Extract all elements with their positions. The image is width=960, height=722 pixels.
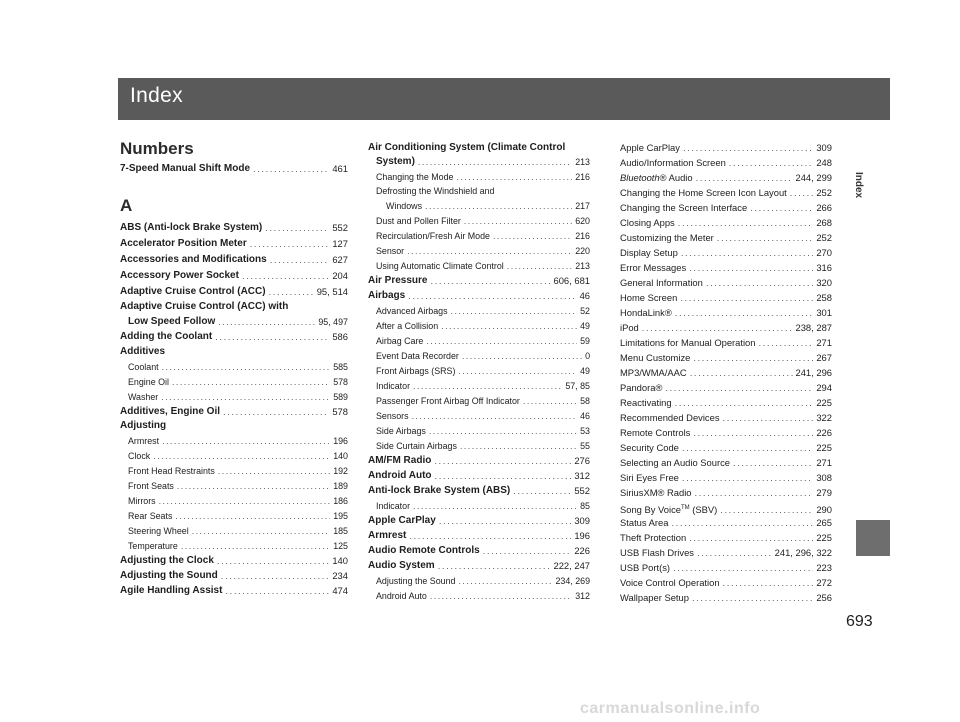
index-entry[interactable]: AM/FM Radio . . . 276 bbox=[368, 455, 590, 467]
index-subentry[interactable]: Customizing the Meter . . . 252 bbox=[620, 232, 832, 244]
index-subentry[interactable]: Limitations for Manual Operation . . . 271 bbox=[620, 337, 832, 349]
index-subentry[interactable]: Audio/Information Screen . . . 248 bbox=[620, 157, 832, 169]
section-heading-numbers: Numbers bbox=[120, 139, 194, 158]
index-heading: Air Conditioning System (Climate Control bbox=[368, 142, 566, 153]
index-subentry[interactable]: Song By Voice™ (SBV) . . . 290 bbox=[620, 502, 832, 516]
page-header bbox=[118, 78, 890, 120]
index-subentry[interactable]: Indicator . . . 57, 85 bbox=[368, 380, 590, 392]
index-entry[interactable]: Airbags . . . 46 bbox=[368, 290, 590, 302]
index-entry[interactable]: ABS (Anti-lock Brake System) . . . 552 bbox=[120, 222, 348, 234]
index-entry[interactable]: Adaptive Cruise Control (ACC) . . . 95, 514 bbox=[120, 286, 348, 298]
index-entry[interactable]: Agile Handling Assist . . . 474 bbox=[120, 585, 348, 597]
index-entry[interactable]: Accelerator Position Meter . . . 127 bbox=[120, 238, 348, 250]
index-entry[interactable]: Low Speed Follow . . . 95, 497 bbox=[120, 316, 348, 328]
index-entry[interactable]: Adding the Coolant . . . 586 bbox=[120, 331, 348, 343]
index-subentry[interactable]: Side Curtain Airbags . . . 55 bbox=[368, 440, 590, 452]
index-subentry[interactable]: Sensor . . . 220 bbox=[368, 245, 590, 257]
index-subentry[interactable]: Reactivating . . . 225 bbox=[620, 397, 832, 409]
index-subentry[interactable]: USB Flash Drives . . . 241, 296, 322 bbox=[620, 547, 832, 559]
section-heading-a: A bbox=[120, 196, 133, 215]
index-subentry[interactable]: Recirculation/Fresh Air Mode . . . 216 bbox=[368, 230, 590, 242]
index-subentry[interactable]: Windows . . . 217 bbox=[368, 200, 590, 212]
index-subentry[interactable]: Menu Customize . . . 267 bbox=[620, 352, 832, 364]
index-subentry[interactable]: Passenger Front Airbag Off Indicator . . . 58 bbox=[368, 395, 590, 407]
index-entry[interactable]: Audio Remote Controls . . . 226 bbox=[368, 545, 590, 557]
index-subentry[interactable]: Event Data Recorder . . . 0 bbox=[368, 350, 590, 362]
index-subentry[interactable]: USB Port(s) . . . 223 bbox=[620, 562, 832, 574]
index-subentry[interactable]: Clock . . . 140 bbox=[120, 450, 348, 462]
index-subentry[interactable]: Front Seats . . . 189 bbox=[120, 480, 348, 492]
index-entry[interactable]: Air Pressure . . . 606, 681 bbox=[368, 275, 590, 287]
index-subentry[interactable]: Closing Apps . . . 268 bbox=[620, 217, 832, 229]
index-entry[interactable]: Adjusting the Sound . . . 234 bbox=[120, 570, 348, 582]
side-marker bbox=[856, 520, 890, 556]
index-subentry[interactable]: Wallpaper Setup . . . 256 bbox=[620, 592, 832, 604]
index-subentry[interactable]: Coolant . . . 585 bbox=[120, 361, 348, 373]
index-heading: Additives bbox=[120, 346, 166, 357]
index-subentry[interactable]: Side Airbags . . . 53 bbox=[368, 425, 590, 437]
index-subentry[interactable]: Front Head Restraints . . . 192 bbox=[120, 465, 348, 477]
index-heading: Adjusting bbox=[120, 420, 167, 431]
index-entry[interactable]: 7-Speed Manual Shift Mode . . . 461 bbox=[120, 163, 348, 175]
index-subentry[interactable]: Using Automatic Climate Control . . . 213 bbox=[368, 260, 590, 272]
index-subentry[interactable]: Voice Control Operation . . . 272 bbox=[620, 577, 832, 589]
index-subentry[interactable]: Armrest . . . 196 bbox=[120, 435, 348, 447]
index-subentry[interactable]: Mirrors . . . 186 bbox=[120, 495, 348, 507]
index-entry[interactable]: Apple CarPlay . . . 309 bbox=[368, 515, 590, 527]
index-subentry[interactable]: After a Collision . . . 49 bbox=[368, 320, 590, 332]
index-entry[interactable]: Accessories and Modifications . . . 627 bbox=[120, 254, 348, 266]
index-subentry[interactable]: SiriusXM® Radio . . . 279 bbox=[620, 487, 832, 499]
side-tab-label: Index bbox=[853, 172, 864, 199]
index-subentry[interactable]: Sensors . . . 46 bbox=[368, 410, 590, 422]
index-entry[interactable]: Audio System . . . 222, 247 bbox=[368, 560, 590, 572]
index-subentry[interactable]: Rear Seats . . . 195 bbox=[120, 510, 348, 522]
index-entry[interactable]: Accessory Power Socket . . . 204 bbox=[120, 270, 348, 282]
index-entry[interactable]: Additives, Engine Oil . . . 578 bbox=[120, 406, 348, 418]
index-heading: Adaptive Cruise Control (ACC) with bbox=[120, 301, 289, 312]
index-entry[interactable]: Adjusting the Clock . . . 140 bbox=[120, 555, 348, 567]
index-subentry[interactable]: Dust and Pollen Filter . . . 620 bbox=[368, 215, 590, 227]
index-subentry[interactable]: Remote Controls . . . 226 bbox=[620, 427, 832, 439]
index-subentry[interactable]: Adjusting the Sound . . . 234, 269 bbox=[368, 575, 590, 587]
index-subentry[interactable]: Error Messages . . . 316 bbox=[620, 262, 832, 274]
index-subentry[interactable]: Theft Protection . . . 225 bbox=[620, 532, 832, 544]
index-subentry[interactable]: Front Airbags (SRS) . . . 49 bbox=[368, 365, 590, 377]
page-number: 693 bbox=[846, 613, 873, 630]
index-subentry[interactable]: Engine Oil . . . 578 bbox=[120, 376, 348, 388]
index-subentry[interactable]: Temperature . . . 125 bbox=[120, 540, 348, 552]
index-subentry[interactable]: Apple CarPlay . . . 309 bbox=[620, 142, 832, 154]
index-subentry[interactable]: Washer . . . 589 bbox=[120, 391, 348, 403]
index-entry[interactable]: Anti-lock Brake System (ABS) . . . 552 bbox=[368, 485, 590, 497]
index-entry[interactable]: Armrest . . . 196 bbox=[368, 530, 590, 542]
index-entry[interactable]: Android Auto . . . 312 bbox=[368, 470, 590, 482]
index-subentry[interactable]: General Information . . . 320 bbox=[620, 277, 832, 289]
index-subentry[interactable]: Siri Eyes Free . . . 308 bbox=[620, 472, 832, 484]
index-subentry[interactable]: Bluetooth® Audio . . . 244, 299 bbox=[620, 172, 832, 184]
index-subentry[interactable]: Security Code . . . 225 bbox=[620, 442, 832, 454]
index-subentry[interactable]: Changing the Home Screen Icon Layout . . . 252 bbox=[620, 187, 832, 199]
side-tab[interactable] bbox=[852, 124, 890, 216]
index-entry[interactable]: System) . . . 213 bbox=[368, 156, 590, 168]
index-subheading: Defrosting the Windshield and bbox=[376, 186, 495, 196]
index-subentry[interactable]: MP3/WMA/AAC . . . 241, 296 bbox=[620, 367, 832, 379]
index-subentry[interactable]: Steering Wheel . . . 185 bbox=[120, 525, 348, 537]
index-subentry[interactable]: Changing the Screen Interface . . . 266 bbox=[620, 202, 832, 214]
index-subentry[interactable]: Pandora® . . . 294 bbox=[620, 382, 832, 394]
page-title: Index bbox=[130, 84, 183, 107]
index-subentry[interactable]: HondaLink® . . . 301 bbox=[620, 307, 832, 319]
index-subentry[interactable]: iPod . . . 238, 287 bbox=[620, 322, 832, 334]
index-subentry[interactable]: Recommended Devices . . . 322 bbox=[620, 412, 832, 424]
index-subentry[interactable]: Advanced Airbags . . . 52 bbox=[368, 305, 590, 317]
index-subentry[interactable]: Airbag Care . . . 59 bbox=[368, 335, 590, 347]
index-subentry[interactable]: Indicator . . . 85 bbox=[368, 500, 590, 512]
index-subentry[interactable]: Android Auto . . . 312 bbox=[368, 590, 590, 602]
watermark: carmanualsonline.info bbox=[580, 700, 761, 717]
index-subentry[interactable]: Home Screen . . . 258 bbox=[620, 292, 832, 304]
index-subentry[interactable]: Display Setup . . . 270 bbox=[620, 247, 832, 259]
index-subentry[interactable]: Selecting an Audio Source . . . 271 bbox=[620, 457, 832, 469]
index-subentry[interactable]: Status Area . . . 265 bbox=[620, 517, 832, 529]
index-subentry[interactable]: Changing the Mode . . . 216 bbox=[368, 171, 590, 183]
